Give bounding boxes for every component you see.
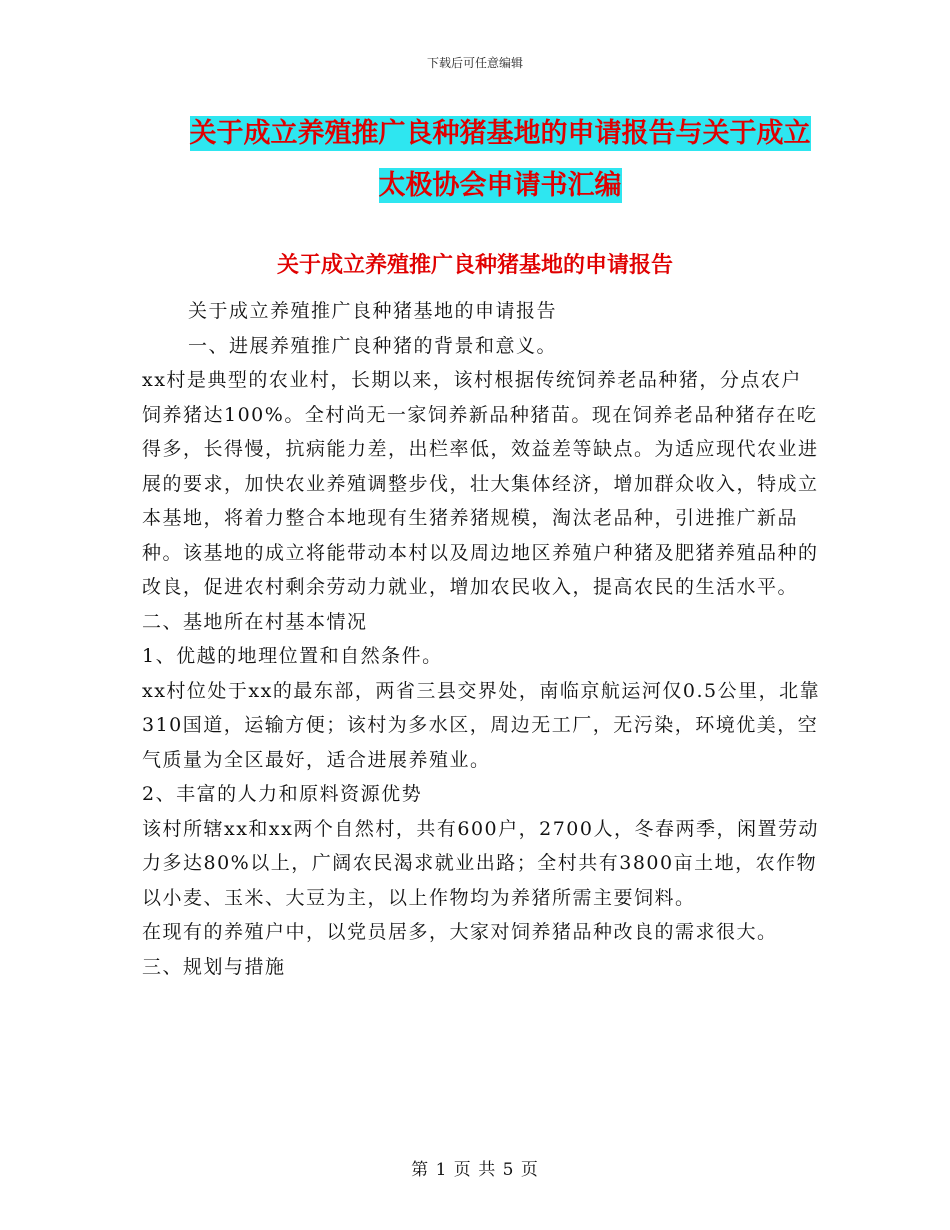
paragraph-subsection-2: 2、丰富的人力和原料资源优势 xyxy=(142,783,423,805)
paragraph-section-3: 三、规划与措施 xyxy=(142,955,286,978)
document-title-line-1: 关于成立养殖推广良种猪基地的申请报告与关于成立 xyxy=(189,118,811,149)
paragraph-heading: 关于成立养殖推广良种猪基地的申请报告 xyxy=(188,300,558,322)
page-number-footer: 第 1 页 共 5 页 xyxy=(411,1160,539,1180)
section-title: 关于成立养殖推广良种猪基地的申请报告 xyxy=(276,253,673,278)
paragraph-location: xx村位处于xx的最东部，两省三县交界处，南临京航运河仅0.5公里，北靠310国道，运输方便；该村为多水区，周边无工厂，无污染，环境优美，空气质量为全区最好，适合进展养殖业。 xyxy=(142,679,821,771)
document-body xyxy=(142,294,822,984)
paragraph-resources: 该村所辖xx和xx两个自然村，共有600户，2700人，冬春两季，闲置劳动力多达80%以上，广阔农民渴求就业出路；全村共有3800亩土地，农作物以小麦、玉米、大豆为主，以上作物均为养猪所需主要饲料。 xyxy=(142,817,819,909)
document-title-line-2: 太极协会申请书汇编 xyxy=(378,170,622,201)
document-title xyxy=(140,108,860,212)
paragraph-section-2: 二、基地所在村基本情况 xyxy=(142,610,368,633)
paragraph-subsection-1: 1、优越的地理位置和自然条件。 xyxy=(142,645,443,667)
paragraph-section-1: 一、进展养殖推广良种猪的背景和意义。 xyxy=(188,334,558,357)
paragraph-background: xx村是典型的农业村，长期以来，该村根据传统饲养老品种猪，分点农户饲养猪达100%。全村尚无一家饲养新品种猪苗。现在饲养老品种猪存在吃得多，长得慢，抗病能力差，出栏率低，效益差等缺点。为适应现代农业进展的要求，加快农业养殖调整步伐，壮大集体经济，增加群众收入，特成立本基地，将着力整合本地现有生猪养猪规模，淘汰老品种，引进推广新品种。该基地的成立将能带动本村以及周边地区养殖户种猪及肥猪养殖品种的改良，促进农村剩余劳动力就业，增加农民收入，提高农民的生活水平。 xyxy=(142,369,819,598)
header-note: 下载后可任意编辑 xyxy=(426,56,523,70)
paragraph-farmers: 在现有的养殖户中，以党员居多，大家对饲养猪品种改良的需求很大。 xyxy=(142,921,778,943)
